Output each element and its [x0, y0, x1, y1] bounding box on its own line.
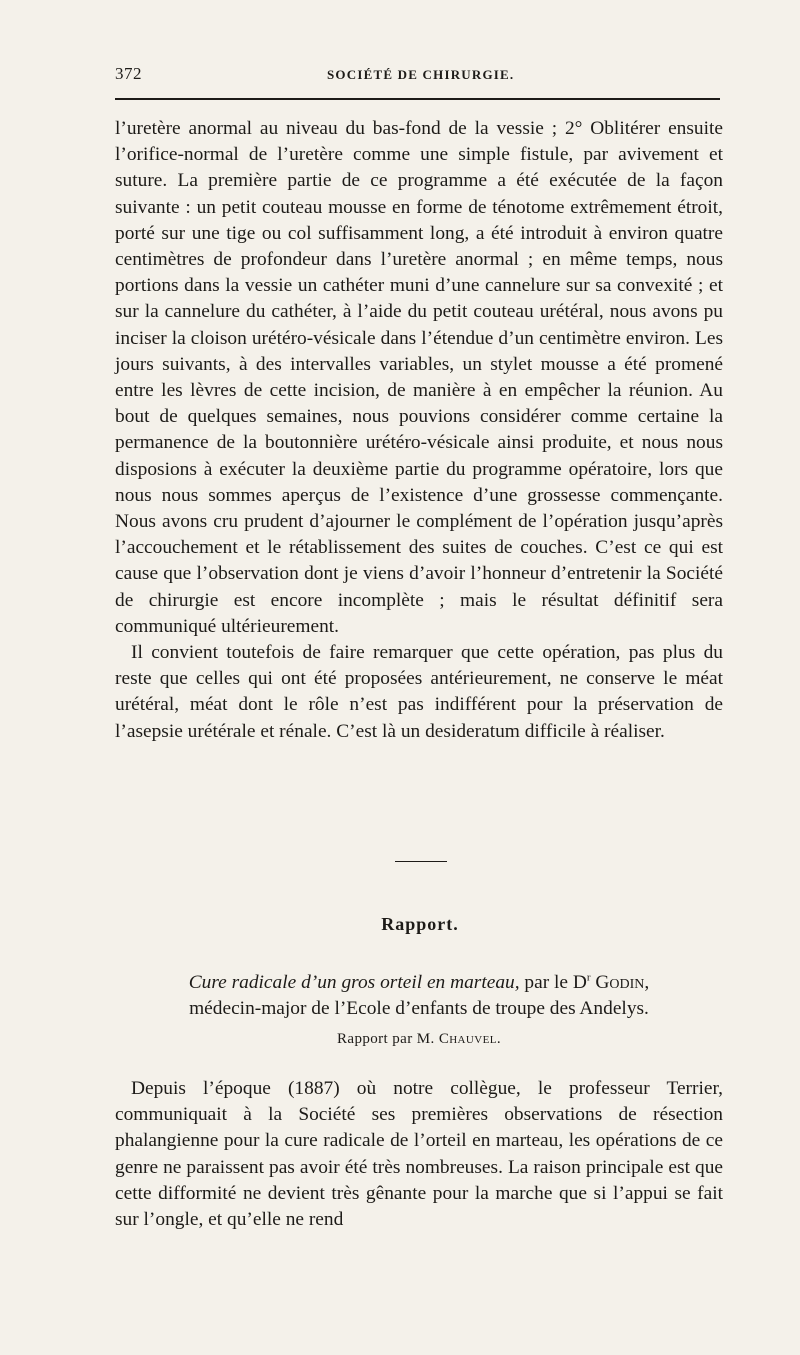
reporter-line: [115, 1031, 723, 1048]
paragraph: Il convient toutefois de faire remarquer que cette opération, pas plus du reste que celles qui ont été proposées antérieurement, ne conserve le méat urétéral, méat dont le rôle n’est pas indifférent pour la préservation de l’asepsie urétérale et rénale. C’est là un desideratum difficile à réaliser.: [115, 642, 723, 742]
section-separator: [395, 861, 447, 862]
section-heading: Rapport.: [381, 914, 459, 934]
report-title: Cure radicale d’un gros orteil en marteau, par le $D^r$ Godin, médecin-major de l’Ecole d’enfants de troupe des Andelys.: [188, 971, 650, 1019]
header-rule: [115, 98, 720, 100]
paragraph: l’uretère anormal au niveau du bas-fond de la vessie ; 2° Oblitérer ensuite l’orifice-normal de l’uretère comme une simple fistule, par avivement et suture. La première partie de ce programme a été exécutée de la façon suivante : un petit couteau mousse en forme de ténotome extrêmement étroit, porté sur une tige ou col suffisamment long, a été introduit à environ quatre centimètres de profondeur dans l’uretère anormal ; en même temps, nous portions dans la vessie un cathéter muni d’une cannelure sur sa convexité ; et sur la cannelure du cathéter, à l’aide du petit couteau urétéral, nous avons pu inciser la cloison urétéro-vésicale dans l’étendue d’un centimètre environ. Les jours suivants, à des intervalles variables, un stylet mousse a été promené entre les lèvres de cette incision, de manière à en empêcher la réunion. Au bout de quelques semaines, nous pouvions considérer comme certaine la permanence de la boutonnière urétéro-vésicale ainsi produite, et nous nous disposions à exécuter la deuxième partie du programme opératoire, lors que nous nous sommes aperçus de l’existence d’une grossesse commençante. Nous avons cru prudent d’ajourner le complément de l’opération jusqu’après l’accouchement et le rétablissement des suites de couches. C’est ce qui est cause que l’observation dont je viens d’avoir l’honneur d’entretenir la Société de chirurgie est encore incomplète ; mais le résultat définitif sera communiqué ultérieurement.: [115, 118, 723, 637]
title-italic: Cure radicale d’un gros orteil en marteau,: [188, 972, 520, 993]
body-text-top: [115, 116, 723, 745]
running-title: SOCIÉTÉ DE CHIRURGIE.: [327, 67, 515, 82]
title-dr-superscript: r: [586, 971, 591, 984]
page-header: [115, 64, 720, 88]
title-affiliation: médecin-major de l’Ecole d’enfants de troupe des Andelys.: [189, 998, 649, 1019]
paragraph: Depuis l’époque (1887) où notre collègue, le professeur Terrier, communiquait à la Société ses premières observations de résection phalangienne pour la cure radicale de l’orteil en marteau, les opérations de ce genre ne paraissent pas avoir été très nombreuses. La raison principale est que cette difformité ne devient très gênante pour la marche que si l’appui se fait sur l’ongle, et qu’elle ne rend: [115, 1078, 723, 1231]
body-text-bottom: [115, 1076, 723, 1233]
title-by: par le D: [519, 972, 587, 993]
reporter-name: Chauvel: [438, 1031, 497, 1047]
title-author: Godin: [595, 972, 645, 993]
reporter-suffix: .: [496, 1031, 501, 1047]
reporter-prefix: Rapport par M.: [336, 1031, 439, 1047]
page-number: 372: [115, 64, 142, 83]
